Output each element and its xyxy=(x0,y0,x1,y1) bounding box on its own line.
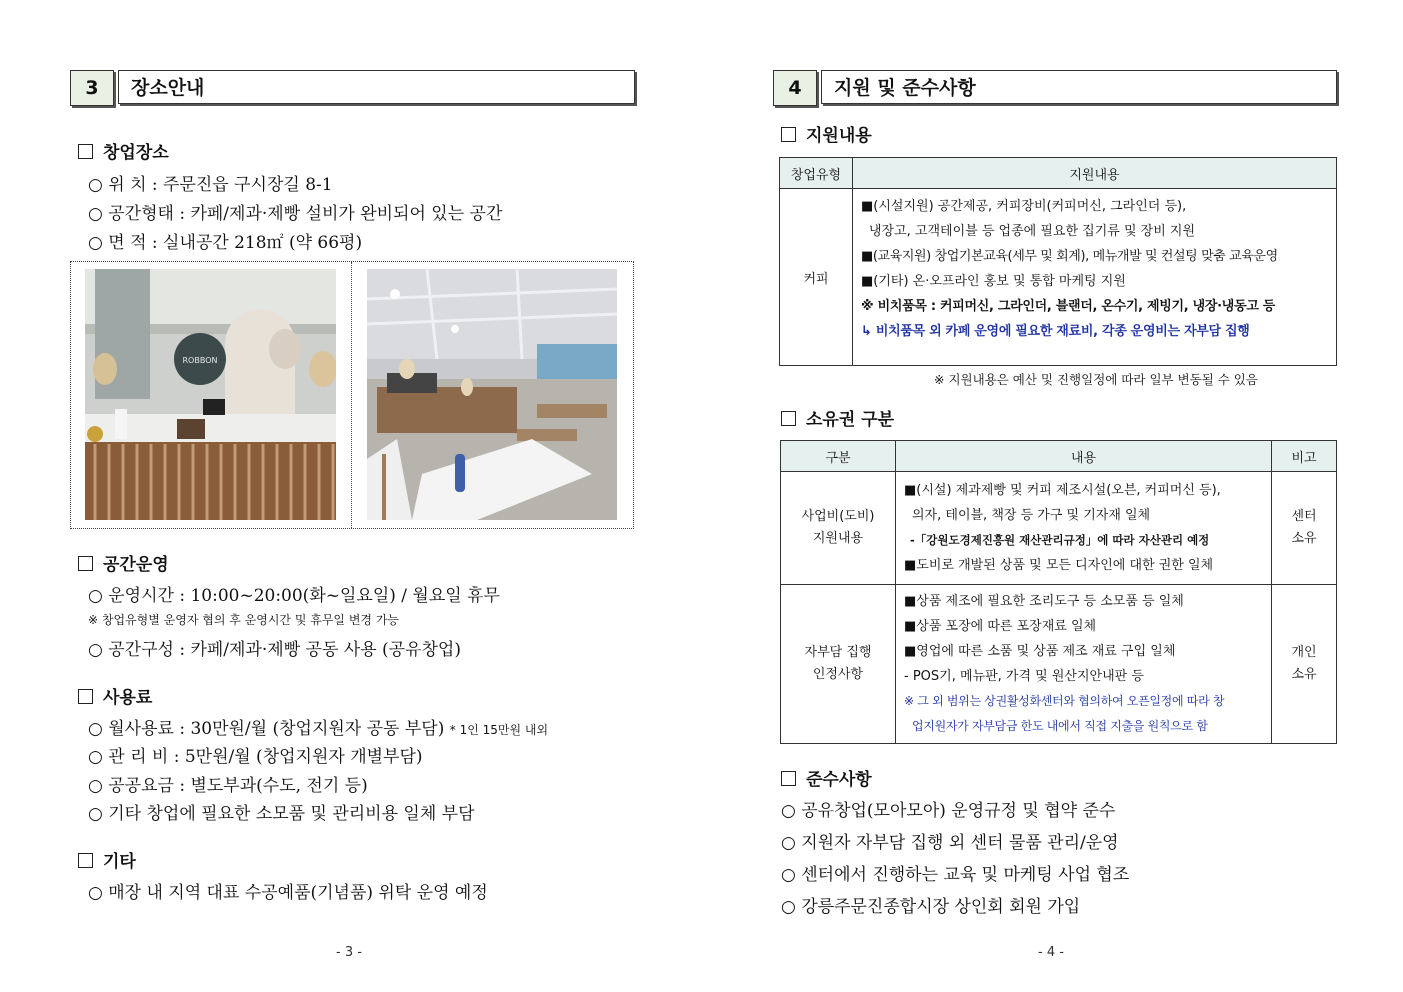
ownership-table xyxy=(780,440,1337,744)
fee-item: ○ 관 리 비 : 5만원/월 (창업지원자 개별부담) xyxy=(88,747,423,767)
row-remark: 센터 소유 xyxy=(1272,472,1337,585)
section-title: 장소안내 xyxy=(118,70,635,104)
cafe-seating-photo xyxy=(367,269,617,520)
compliance-item: ○ 강릉주문진종합시장 상인회 회원 가입 xyxy=(781,897,1081,917)
ownership-heading: 소유권 구분 xyxy=(781,405,894,430)
etc-item: ○ 매장 내 지역 대표 수공예품(기념품) 위탁 운영 예정 xyxy=(88,883,488,903)
support-bold-line: ※ 비치품목 : 커피머신, 그라인더, 블랜더, 온수기, 제빙기, 냉장·냉동고 등 xyxy=(861,299,1276,314)
operation-note: ※ 창업유형별 운영자 협의 후 운영시간 및 휴무일 변경 가능 xyxy=(88,613,400,627)
checkbox-icon xyxy=(78,689,93,704)
checkbox-icon xyxy=(781,771,796,786)
location-item: ○ 위 치 : 주문진읍 구시장길 8-1 xyxy=(88,175,333,195)
location-item: ○ 면 적 : 실내공간 218㎡ (약 66평) xyxy=(88,233,363,253)
row-content: ■상품 제조에 필요한 조리도구 등 소모품 등 일체 ■상품 포장에 따른 포장재료 일체 ■영업에 따른 소품 및 상품 제조 재료 구입 일체 - POS기, 메뉴판, 가격 및 원산지안내판 등 ※ 그 외 범위는 상권활성화센터와 협의하여 오픈일정에 따라 창 업지원자가 자부담금 한도 내에서 직접 지출을 원칙으로 함 xyxy=(896,585,1272,744)
location-item: ○ 공간형태 : 카페/제과·제빵 설비가 완비되어 있는 공간 xyxy=(88,204,503,224)
section-number: 3 xyxy=(70,70,114,106)
table-header: 구분 xyxy=(781,441,896,472)
fee-heading: 사용료 xyxy=(78,683,152,708)
compliance-item: ○ 공유창업(모아모아) 운영규정 및 협약 준수 xyxy=(781,801,1116,821)
checkbox-icon xyxy=(78,853,93,868)
support-line: 냉장고, 고객테이블 등 업종에 필요한 집기류 및 장비 지원 xyxy=(869,224,1196,239)
page-number: - 3 - xyxy=(336,945,362,960)
etc-heading: 기타 xyxy=(78,847,136,872)
fee-item: ○ 공공요금 : 별도부과(수도, 전기 등) xyxy=(88,776,368,796)
checkbox-icon xyxy=(78,556,93,571)
cafe-counter-photo xyxy=(85,269,336,520)
support-table xyxy=(779,157,1337,366)
section-title: 지원 및 준수사항 xyxy=(821,70,1337,104)
location-heading: 창업장소 xyxy=(78,138,169,163)
operation-composition: ○ 공간구성 : 카페/제과·제빵 공동 사용 (공유창업) xyxy=(88,640,461,660)
fee-rent-note: * 1인 15만원 내외 xyxy=(449,723,549,737)
support-line: ■(시설지원) 공간제공, 커피장비(커피머신, 그라인더 등), xyxy=(861,199,1187,214)
fee-rent: ○ 월사용료 : 30만원/월 (창업지원자 공동 부담) * 1인 15만원 내외 xyxy=(88,719,549,739)
cafe-logo-text: ROBBON xyxy=(182,356,218,365)
table-row xyxy=(781,585,1337,744)
support-type: 커피 xyxy=(780,189,853,366)
operation-hours: ○ 운영시간 : 10:00~20:00(화~일요일) / 월요일 휴무 xyxy=(88,586,500,606)
support-line: ■(기타) 온·오프라인 홍보 및 통합 마케팅 지원 xyxy=(861,274,1126,289)
section-header-3 xyxy=(70,70,635,106)
section-number: 4 xyxy=(773,70,817,106)
checkbox-icon xyxy=(781,127,796,142)
support-footnote: ※ 지원내용은 예산 및 진행일정에 따라 일부 변동될 수 있음 xyxy=(934,372,1258,387)
checkbox-icon xyxy=(78,144,93,159)
page-number: - 4 - xyxy=(1038,945,1064,960)
fee-item: ○ 기타 창업에 필요한 소모품 및 관리비용 일체 부담 xyxy=(88,804,475,824)
operation-heading: 공간운영 xyxy=(78,550,169,575)
table-header: 비고 xyxy=(1272,441,1337,472)
photo-divider xyxy=(351,262,352,528)
table-header: 지원내용 xyxy=(853,158,1337,189)
compliance-item: ○ 지원자 자부담 집행 외 센터 물품 관리/운영 xyxy=(781,833,1119,853)
support-line: ■(교육지원) 창업기본교육(세무 및 회계), 메뉴개발 및 컨설팅 맞춤 교육운영 xyxy=(861,249,1278,264)
support-content xyxy=(853,189,1337,366)
row-content: ■(시설) 제과제빵 및 커피 제조시설(오븐, 커피머신 등), 의자, 테이블, 책장 등 가구 및 기자재 일체 -「강원도경제진흥원 재산관리규정」에 따라 자산관리 예정 ■도비로 개발된 상품 및 모든 디자인에 대한 권한 일체 xyxy=(896,472,1272,585)
section-header-4 xyxy=(773,70,1338,106)
table-row xyxy=(781,472,1337,585)
checkbox-icon xyxy=(781,411,796,426)
compliance-item: ○ 센터에서 진행하는 교육 및 마케팅 사업 협조 xyxy=(781,865,1130,885)
compliance-heading: 준수사항 xyxy=(781,765,872,790)
table-header: 내용 xyxy=(896,441,1272,472)
row-remark: 개인 소유 xyxy=(1272,585,1337,744)
table-header: 창업유형 xyxy=(780,158,853,189)
support-heading: 지원내용 xyxy=(781,121,872,146)
row-category: 자부담 집행 인정사항 xyxy=(781,585,896,744)
row-category: 사업비(도비) 지원내용 xyxy=(781,472,896,585)
support-blue-line: ↳ 비치품목 외 카페 운영에 필요한 재료비, 각종 운영비는 자부담 집행 xyxy=(861,324,1250,339)
